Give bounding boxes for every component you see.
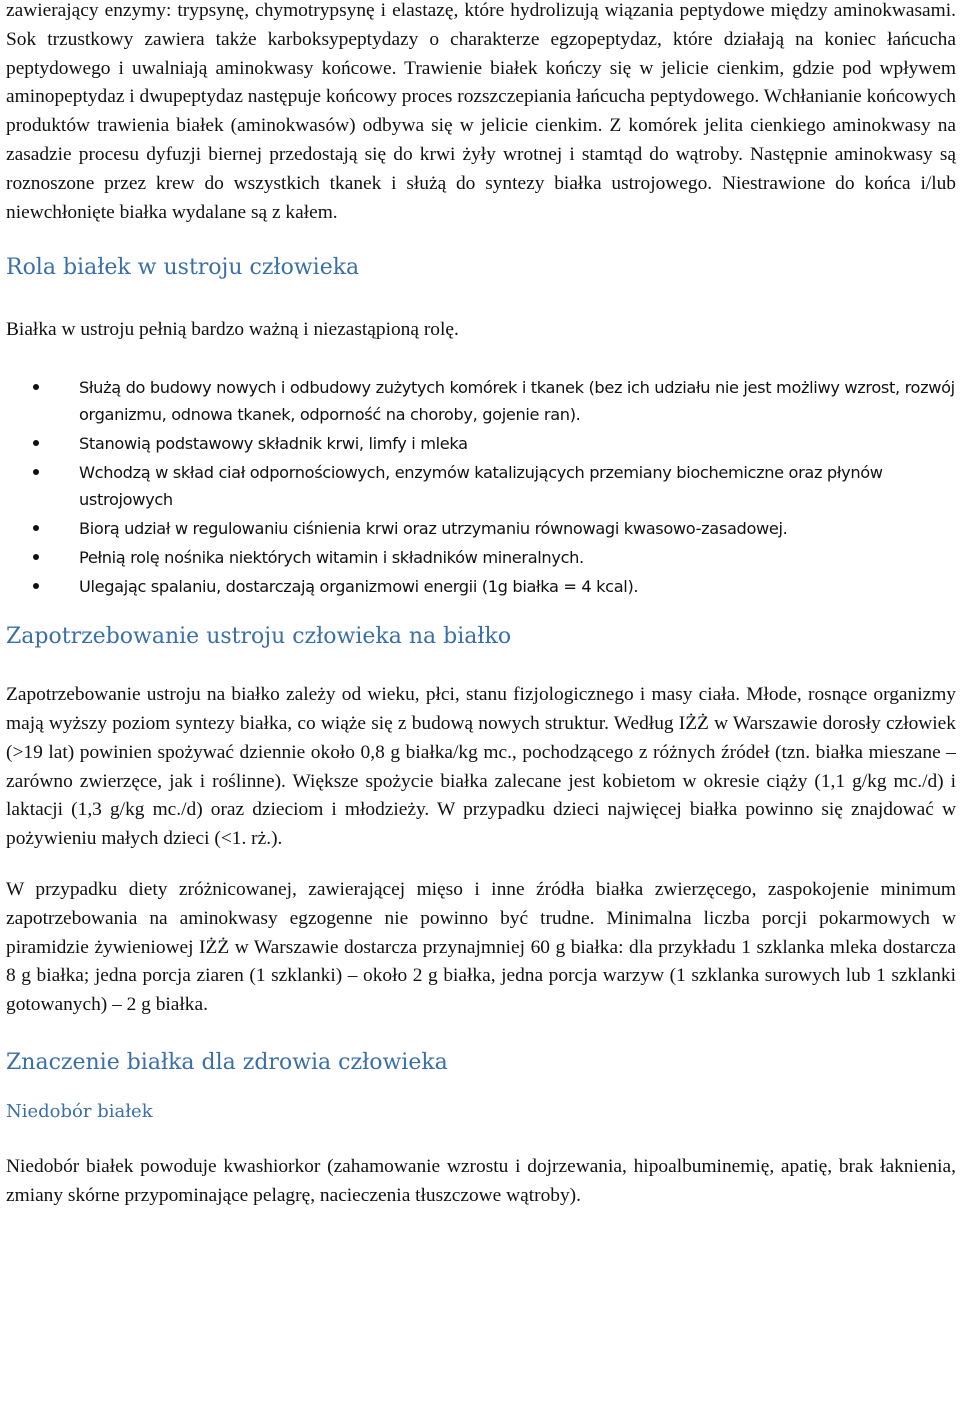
bullet-icon <box>33 554 39 560</box>
document-page <box>6 0 956 1211</box>
subheading-deficiency: Niedobór białek <box>6 1100 153 1122</box>
list-item <box>6 459 956 513</box>
deficiency-paragraph: Niedobór białek powoduje kwashiorkor (zahamowanie wzrostu i dojrzewania, hipoalbuminemię, apatię, brak łaknienia, zmiany skórne przypominające pelagrę, nacieczenia tłuszczowe wątroby). <box>6 1155 956 1206</box>
list-item-text: Biorą udział w regulowaniu ciśnienia krwi oraz utrzymaniu równowagi kwasowo-zasadowej. <box>79 519 788 539</box>
intro-paragraph: zawierający enzymy: trypsynę, chymotrypsynę i elastazę, które hydrolizują wiązania peptydowe między aminokwasami. Sok trzustkowy zawiera także karboksypeptydazy o charakterze egzopeptydaz, które działają na koniec łańcucha peptydowego i uwalniają aminokwasy końcowe. Trawienie białek kończy się w jelicie cienkim, gdzie pod wpływem aminopeptydaz i dwupeptydaz następuje końcowy proces rozszczepiania łańcucha peptydowego. Wchłanianie końcowych produktów trawienia białek (aminokwasów) odbywa się w jelicie cienkim. Z komórek jelita cienkiego aminokwasy na zasadzie procesu dyfuzji biernej przedostają się do krwi żyły wrotnej i stamtąd do wątroby. Następnie aminokwasy są roznoszone przez krew do wszystkich tkanek i służą do syntezy białka ustrojowego. Niestrawione do końca i/lub niewchłonięte białka wydalane są z kałem. <box>6 0 956 223</box>
list-item-text: Ulegając spalaniu, dostarczają organizmowi energii (1g białka = 4 kcal). <box>79 577 639 597</box>
section-heading-demand: Zapotrzebowanie ustroju człowieka na białko <box>6 624 512 650</box>
bullet-icon <box>33 384 39 390</box>
role-lead-paragraph: Białka w ustroju pełnią bardzo ważną i niezastąpioną rolę. <box>6 319 459 341</box>
list-item <box>6 573 956 600</box>
role-bullet-list <box>6 374 956 600</box>
bullet-icon <box>33 525 39 531</box>
list-item-text: Wchodzą w skład ciał odpornościowych, enzymów katalizujących przemiany biochemiczne oraz płynów ustrojowych <box>79 463 883 510</box>
list-item-text: Służą do budowy nowych i odbudowy zużytych komórek i tkanek (bez ich udziału nie jest możliwy wzrost, rozwój organizmu, odnowa tkanek, odporność na choroby, gojenie ran). <box>79 378 955 425</box>
list-item <box>6 374 956 428</box>
section-heading-role: Rola białek w ustroju człowieka <box>6 255 360 281</box>
demand-paragraph-2: W przypadku diety zróżnicowanej, zawierającej mięso i inne źródła białka zwierzęcego, zaspokojenie minimum zapotrzebowania na aminokwasy egzogenne nie powinno być trudne. Minimalna liczba porcji pokarmowych w piramidzie żywieniowej IŻŻ w Warszawie dostarcza przynajmniej 60 g białka: dla przykładu 1 szklanka mleka dostarcza 8 g białka; jedna porcja ziaren (1 szklanki) – około 2 g białka, jedna porcja warzyw (1 szklanka surowych lub 1 szklanki gotowanych) – 2 g białka. <box>6 878 956 1016</box>
list-item <box>6 544 956 571</box>
list-item-text: Pełnią rolę nośnika niektórych witamin i składników mineralnych. <box>79 548 584 568</box>
demand-paragraph-1: Zapotrzebowanie ustroju na białko zależy od wieku, płci, stanu fizjologicznego i masy ciała. Młode, rosnące organizmy mają wyższy poziom syntezy białka, co wiąże się z budową nowych struktur. Według IŻŻ w Warszawie dorosły człowiek (>19 lat) powinien spożywać dziennie około 0,8 g białka/kg mc., pochodzącego z różnych źródeł (tzn. białka mieszane – zarówno zwierzęce, jak i roślinne). Większe spożycie białka zalecane jest kobietom w okresie ciąży (1,1 g/kg mc./d) i laktacji (1,3 g/kg mc./d) oraz dzieciom i młodzieży. W przypadku dzieci najwięcej białka powinno się znajdować w pożywieniu małych dzieci (<1. rż.). <box>6 684 956 850</box>
section-heading-health: Znaczenie białka dla zdrowia człowieka <box>6 1049 448 1075</box>
list-item <box>6 515 956 542</box>
bullet-icon <box>33 583 39 589</box>
bullet-icon <box>33 440 39 446</box>
bullet-icon <box>33 469 39 475</box>
list-item-text: Stanowią podstawowy składnik krwi, limfy i mleka <box>79 434 468 454</box>
list-item <box>6 430 956 457</box>
